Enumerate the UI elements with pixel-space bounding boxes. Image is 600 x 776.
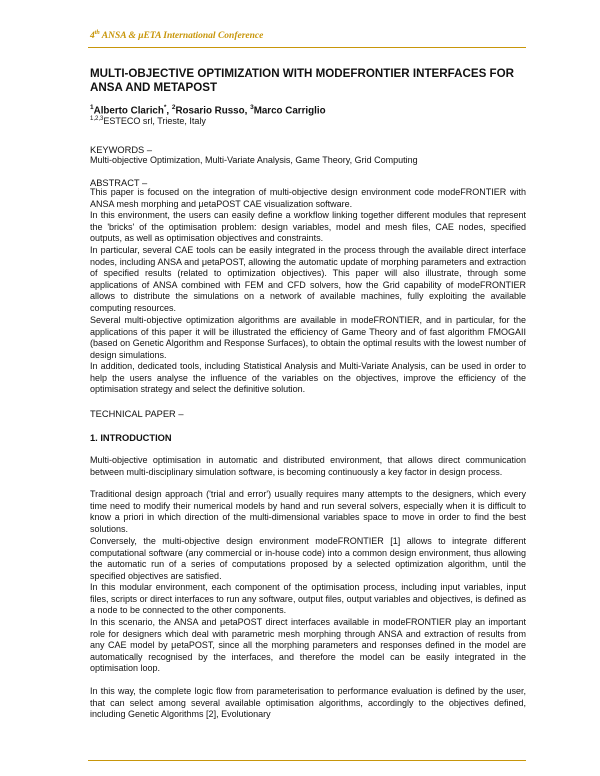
author-mark: 1 [90, 104, 94, 111]
author-mark: 2 [171, 104, 176, 111]
body-paragraph: In this modular environment, each component of the optimisation process, including input variables, input files, scripts or direct interfaces to run any software, output files, output variables and objectives, is defined as a node to be connected to the other components. [90, 582, 526, 616]
conference-header [90, 30, 263, 41]
author-line [90, 104, 326, 116]
paper-title: MULTI-OBJECTIVE OPTIMIZATION WITH MODEFRONTIER INTERFACES FOR ANSA AND METAPOST [90, 67, 515, 94]
edition-number: 4 [90, 31, 95, 42]
author-name: Alberto Clarich [93, 105, 164, 117]
body-paragraph: In this way, the complete logic flow from parameterisation to performance evaluation is defined by the user, that can select among several available optimisation algorithms, accordingly to the objectives defined, including Genetic Algorithms [2], Evolutionary [90, 686, 526, 720]
body-paragraph: Multi-objective optimisation in automatic and distributed environment, that allows direct communication between multi-disciplinary simulation software, is becoming continuously a key factor in design process. [90, 455, 526, 477]
section-heading: 1. INTRODUCTION [90, 433, 172, 443]
keywords-heading: KEYWORDS – [90, 145, 152, 155]
corresponding-mark: * [163, 104, 167, 111]
affiliation-marks: 1,2,3 [90, 116, 104, 122]
technical-paper-heading: TECHNICAL PAPER – [90, 409, 184, 419]
abstract-paragraph: In this environment, the users can easily define a workflow linking together different modules that represent the 'bricks' of the optimisation problem: design variables, model and mesh files, CAE nodes, specified outputs, as well as optimisation objectives and constraints. [90, 210, 526, 244]
author-name: Rosario Russo [175, 105, 245, 117]
body-paragraph: In this scenario, the ANSA and μetaPOST direct interfaces available in modeFRONTIER play an important role for designers which deal with parametric mesh morphing through ANSA and extraction of results from any CAE model by μetaPOST, since all the morphing parameters and responses defined in the model are automatically recognised by the interfaces, and therefore the model can be easily integrated in the optimisation loop. [90, 617, 526, 674]
header-rule [88, 47, 526, 48]
abstract-paragraph: In particular, several CAE tools can be easily integrated in the process through the available direct interface nodes, including ANSA and μetaPOST, allowing the automatic update of morphing parameters and extraction of specified results (related to optimization objectives). This paper will also illustrate, through some applications of ANSA combined with FEM and CFD solvers, how the Grid capability of modeFRONTIER allows to distribute the simulations on a network of available machines, fully exploiting the available computing resources. [90, 245, 526, 313]
conference-name: ANSA & μETA International Conference [99, 31, 264, 42]
abstract-paragraph: In addition, dedicated tools, including Statistical Analysis and Multi-Variate Analysis, can be used in order to help the users analyse the influence of the variables on the objectives, improve the efficiency of the optimisation strategy and select the definitive solution. [90, 361, 526, 395]
affiliation [90, 116, 206, 126]
edition-ordinal: th [94, 30, 100, 36]
author-separator: , [244, 105, 251, 117]
abstract-heading: ABSTRACT – [90, 178, 148, 188]
abstract-paragraph: This paper is focused on the integration of multi-objective design environment code modeFRONTIER with ANSA mesh morphing and μetaPOST CAE visualization software. [90, 187, 526, 209]
affiliation-text: ESTECO srl, Trieste, Italy [103, 116, 206, 126]
author-name: Marco Carriglio [253, 105, 326, 117]
body-paragraph: Traditional design approach ('trial and error') usually requires many attempts to the designers, which every time need to modify their numerical models by hand and run several solvers, especially when it is difficult to know a priori in which direction of the multi-dimensional variables space to move in order to find the best solutions. [90, 489, 526, 534]
author-mark: 3 [250, 104, 254, 111]
author-separator: , [166, 105, 172, 117]
body-paragraph: Conversely, the multi-objective design environment modeFRONTIER [1] allows to integrate different computational software (any commercial or in-house code) into a common design environment, thus allowing the automatic run of a series of computations proposed by a selected optimization algorithm, until the specified objectives are satisfied. [90, 536, 526, 581]
abstract-paragraph: Several multi-objective optimization algorithms are available in modeFRONTIER, and in particular, for the applications of this paper it will be illustrated the efficiency of Game Theory and of fast algorithm FMOGAII (based on Genetic Algorithm and Response Surfaces), to obtain the optimal results with the lowest number of design simulations. [90, 315, 526, 360]
footer-rule [88, 760, 526, 761]
keywords-text: Multi-objective Optimization, Multi-Variate Analysis, Game Theory, Grid Computing [90, 154, 418, 165]
